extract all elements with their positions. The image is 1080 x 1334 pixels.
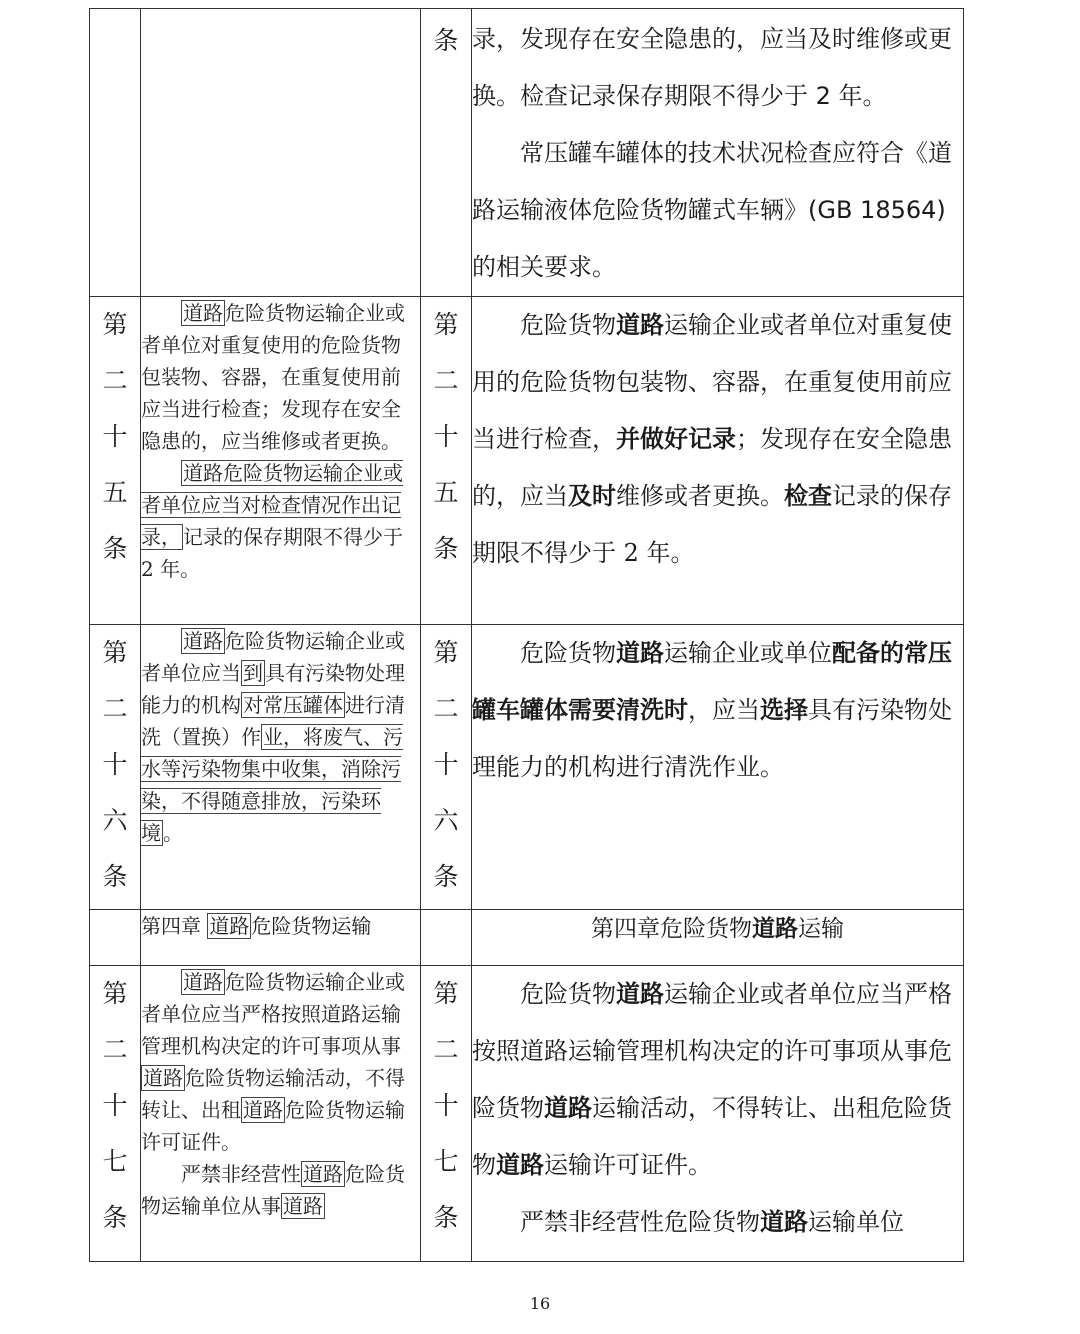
- new-text: 运输企业或者单位应当严格按照道路运输管理机构决定的许可事项从事危险货物: [472, 980, 952, 1122]
- old-text-cell: [141, 9, 421, 297]
- article-label-char: 五: [102, 478, 128, 507]
- old-text: 危险货物运输企业或者单位对重复使用的危险货物包装物、容器，在重复使用前应当进行检查；发现存在安全隐患的，应当维修或者更换。: [141, 301, 405, 453]
- added-text: 检查: [784, 482, 832, 510]
- new-text: 运输: [798, 916, 844, 942]
- old-text: 具有污染物处理能力的机构: [141, 661, 405, 717]
- new-text: 危险货物: [520, 311, 616, 339]
- new-text: 第四章危险货物: [591, 916, 752, 942]
- added-text: 选择: [760, 696, 808, 724]
- article-label-char: 第: [433, 979, 459, 1008]
- added-text: 道路: [544, 1094, 592, 1122]
- added-text: 道路: [616, 980, 664, 1008]
- old-text: 危险货物运输许可证件。: [141, 1098, 405, 1154]
- article-label-char: 条: [102, 534, 128, 563]
- article-label-char: 六: [433, 806, 459, 835]
- new-text: 运输企业或单位: [664, 639, 832, 667]
- deleted-text-box: 道路: [183, 629, 223, 653]
- old-article-label-cell: [90, 966, 141, 1262]
- new-article-label-cell: [421, 297, 472, 625]
- article-label-char: 六: [102, 806, 128, 835]
- old-text-paragraph: [141, 457, 420, 585]
- new-text-cell: [472, 625, 964, 910]
- deleted-text-box: 道路: [303, 1162, 343, 1186]
- old-text: 危险货物运输企业或者单位应当严格按照道路运输管理机构决定的许可事项从事: [141, 970, 405, 1058]
- article-label-char: 第: [102, 979, 128, 1008]
- added-text: 配备的常压罐车罐体需要清洗时: [472, 639, 952, 724]
- article-label-char: 二: [433, 1035, 459, 1064]
- old-text: 危险货物运输企业或者单位应当: [141, 629, 405, 685]
- deleted-text-box: 到: [243, 661, 263, 685]
- old-text-paragraph: [141, 625, 420, 849]
- old-text: 进行清洗（置换）作: [141, 693, 405, 749]
- article-label-char: 第: [433, 310, 459, 339]
- old-text: 记录的保存期限不得少于 2 年。: [141, 525, 403, 581]
- old-article-label-cell: [90, 9, 141, 297]
- article-label-char: 第: [102, 310, 128, 339]
- new-article-label-cell: [421, 910, 472, 966]
- deleted-text-box: 道路: [209, 914, 250, 938]
- article-label-char: 二: [102, 366, 128, 395]
- old-article-label-cell: [90, 297, 141, 625]
- deleted-text-box: 道路危险货物运输企业或者单位应当对检查情况作出记录，: [141, 461, 403, 549]
- new-text: 危险货物: [520, 639, 616, 667]
- new-text: 运输许可证件。: [544, 1151, 712, 1179]
- new-text-cell: [472, 9, 964, 297]
- comparison-table: [89, 8, 964, 1262]
- article-label-char: 七: [433, 1147, 459, 1176]
- old-article-label-cell: [90, 625, 141, 910]
- deleted-text-box: 道路: [283, 1194, 323, 1218]
- new-text: 危险货物: [520, 980, 616, 1008]
- new-text-paragraph: [472, 297, 963, 582]
- new-text-paragraph: 录，发现存在安全隐患的，应当及时维修或更换。检查记录保存期限不得少于 2 年。: [472, 25, 952, 110]
- added-text: 并做好记录: [616, 425, 736, 453]
- table-row-article-25: [90, 297, 964, 625]
- old-text-cell: [141, 625, 421, 910]
- new-text: 运输活动，不得转让、出租危险货物: [472, 1094, 952, 1179]
- article-label-char: 五: [433, 478, 459, 507]
- comparison-table-page: [89, 8, 963, 1262]
- article-label-char: 十: [433, 750, 459, 779]
- old-text-paragraph: [141, 1158, 420, 1222]
- article-label-char: 条: [433, 534, 459, 563]
- new-text: 维修或者更换。: [616, 482, 784, 510]
- deleted-text-box: 业，将废气、污水等污染物集中收集，消除污染，不得随意排放，污染环境: [141, 725, 403, 845]
- old-text: 严禁非经营性: [181, 1162, 301, 1186]
- old-text: 危险货物运输单位从事: [141, 1162, 405, 1218]
- article-label-char: 十: [433, 1091, 459, 1120]
- article-label-char: 二: [433, 694, 459, 723]
- deleted-text-box: 道路: [183, 970, 223, 994]
- new-text: ；发现存在安全隐患的，应当: [472, 425, 952, 510]
- article-label-char: 条: [102, 862, 128, 891]
- new-text-paragraph: [472, 1194, 963, 1251]
- added-text: 道路: [752, 916, 798, 942]
- article-label-char: 条: [433, 26, 459, 55]
- old-text-cell: [141, 297, 421, 625]
- deleted-text-box: 道路: [183, 301, 223, 325]
- new-text: ，应当: [688, 696, 760, 724]
- new-article-label-cell: [421, 9, 472, 297]
- table-row-chapter-heading: [90, 910, 964, 966]
- added-text: 道路: [496, 1151, 544, 1179]
- article-label-char: 第: [102, 638, 128, 667]
- new-text: 运输企业或者单位对重复使用的危险货物包装物、容器，在重复使用前应当进行检查，: [472, 311, 952, 453]
- article-label-char: 十: [102, 422, 128, 451]
- article-label-char: 七: [102, 1147, 128, 1176]
- new-text: 运输单位: [808, 1208, 904, 1236]
- article-label-char: 第: [433, 638, 459, 667]
- added-text: 及时: [568, 482, 616, 510]
- old-text: 第四章: [141, 914, 201, 938]
- article-label-char: 二: [102, 1035, 128, 1064]
- new-text: 严禁非经营性危险货物: [520, 1208, 760, 1236]
- new-text-paragraph: [472, 966, 963, 1194]
- table-row: [90, 9, 964, 297]
- article-label-char: 条: [433, 862, 459, 891]
- article-label-char: 十: [433, 422, 459, 451]
- old-text: 危险货物运输活动，不得转让、出租: [141, 1066, 405, 1122]
- deleted-text-box: 道路: [143, 1066, 183, 1090]
- new-text: 具有污染物处理能力的机构进行清洗作业。: [472, 696, 952, 781]
- added-text: 道路: [616, 311, 664, 339]
- new-text-cell: [472, 966, 964, 1262]
- article-label-char: 二: [102, 694, 128, 723]
- deleted-text-box: 对常压罐体: [243, 693, 343, 717]
- article-label-char: 十: [102, 1091, 128, 1120]
- old-text: 。: [163, 821, 183, 845]
- article-label-char: 条: [102, 1203, 128, 1232]
- old-text-paragraph: [141, 297, 420, 457]
- new-text-paragraph: [472, 625, 963, 796]
- page-number: 16: [529, 1294, 551, 1313]
- new-chapter-heading: [472, 910, 964, 966]
- new-text: 记录的保存期限不得少于 2 年。: [472, 482, 952, 567]
- table-row-article-26: [90, 625, 964, 910]
- old-article-label-cell: [90, 910, 141, 966]
- new-article-label-cell: [421, 966, 472, 1262]
- new-text-cell: [472, 297, 964, 625]
- table-row-article-27: [90, 966, 964, 1262]
- deleted-text-box: 道路: [243, 1098, 283, 1122]
- added-text: 道路: [760, 1208, 808, 1236]
- old-text-cell: [141, 966, 421, 1262]
- added-text: 道路: [616, 639, 664, 667]
- new-text-paragraph: 常压罐车罐体的技术状况检查应符合《道路运输液体危险货物罐式车辆》(GB 18564)的相关要求。: [472, 139, 952, 281]
- old-text-paragraph: [141, 966, 420, 1158]
- new-article-label-cell: [421, 625, 472, 910]
- article-label-char: 十: [102, 750, 128, 779]
- old-chapter-heading: [141, 910, 421, 966]
- article-label-char: 条: [433, 1203, 459, 1232]
- old-text: 危险货物运输: [251, 914, 372, 938]
- article-label-char: 二: [433, 366, 459, 395]
